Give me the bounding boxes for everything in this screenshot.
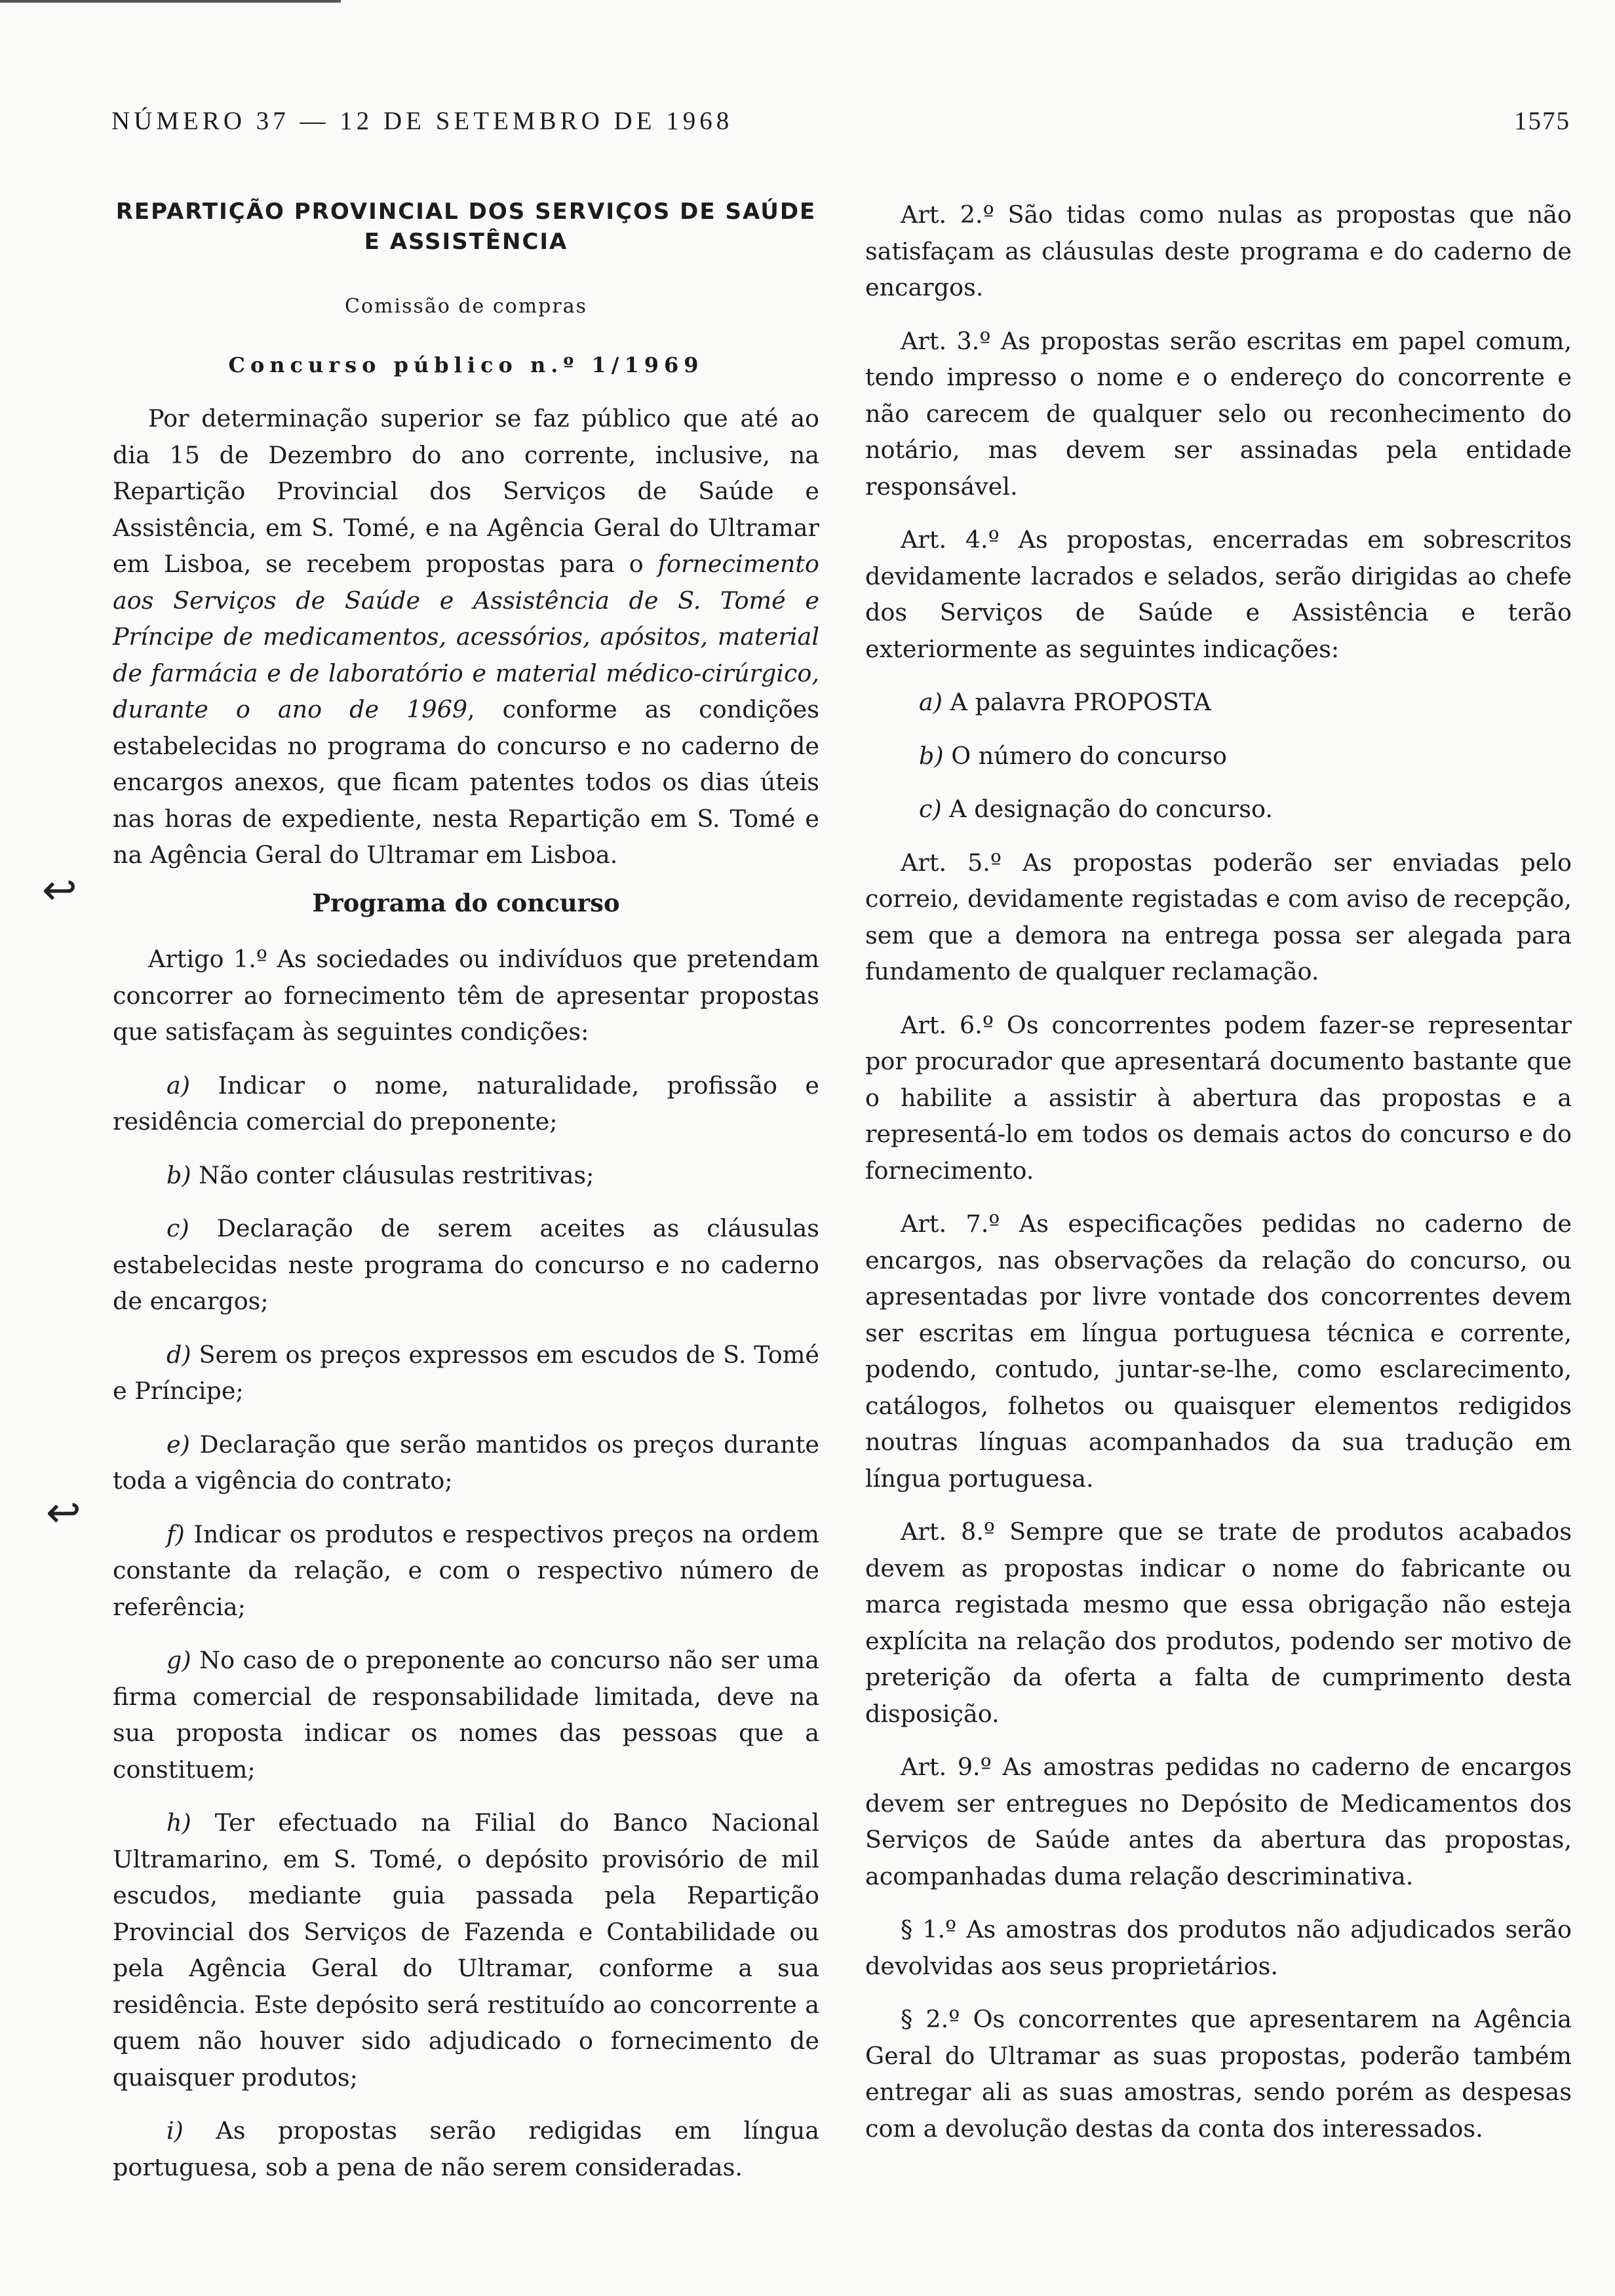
condition-item-3 [113,1337,819,1409]
item-label: d) [166,1340,191,1369]
indication-item-0 [865,684,1572,721]
article-1: Artigo 1.º As sociedades ou indivíduos que pretendam concorrer ao fornecimento têm de apresentar propostas que satisfaçam às seguintes condições: [113,945,819,1046]
article-4: Art. 4.º As propostas, encerradas em sobrescritos devidamente lacrados e selados, serão dirigidas ao chefe dos Serviços de Saúde e Assistência e terão exteriormente as seguintes indicações: [865,526,1572,663]
item-text: Indicar os produtos e respectivos preços na ordem constante da relação, e com o respectivo número de referência; [113,1520,819,1621]
article-6: Art. 6.º Os concorrentes podem fazer-se representar por procurador que apresentará documento bastante que o habilite a assistir à abertura das propostas e a representá-lo em todos os demais actos do concurso e do fornecimento. [865,1010,1572,1185]
item-text: No caso de o preponente ao concurso não ser uma firma comercial de responsabilidade limitada, deve na sua proposta indicar os nomes das pessoas que a constituem; [113,1646,819,1784]
item-label: b) [919,741,944,770]
condition-item-1 [113,1157,819,1194]
article-9: Art. 9.º As amostras pedidas no caderno de encargos devem ser entregues no Depósito de Medicamentos dos Serviços de Saúde antes da abertura das propostas, acompanhadas duma relação descriminativa. [865,1753,1572,1890]
item-label: i) [166,2116,184,2145]
page-number: 1575 [1514,107,1570,135]
item-text: Ter efectuado na Filial do Banco Nacional Ultramarino, em S. Tomé, o depósito provisório de mil escudos, mediante guia passada pela Repartição Provincial dos Serviços de Fazenda e Contabilidade ou pela Agência Geral do Ultramar, conforme a sua residência. Este depósito será restituído ao concorrente a quem não houver sido adjudicado o fornecimento de quaisquer produtos; [113,1808,819,2092]
left-column [113,197,819,2185]
article-2: Art. 2.º São tidas como nulas as propostas que não satisfaçam as cláusulas deste programa e do caderno de encargos. [865,201,1572,301]
indication-item-1 [865,738,1572,775]
item-text: A palavra PROPOSTA [950,688,1211,716]
condition-item-8 [113,2113,819,2185]
item-text: A designação do concurso. [949,795,1273,823]
paragraph-1: § 1.º As amostras dos produtos não adjudicados serão devolvidas aos seus proprietários. [865,1915,1572,1980]
item-label: f) [166,1520,185,1548]
intro-text-a: Por determinação superior se faz público que até ao dia 15 de Dezembro do ano corrente, inclusive, na Repartição Provincial dos Serviços de Saúde e Assistência, em S. Tomé, e na Agência Geral do Ultramar em Lisboa, se recebem propostas para o [113,404,819,578]
margin-handwritten-mark: ↩ [42,866,77,915]
section-heading: REPARTIÇÃO PROVINCIAL DOS SERVIÇOS DE SAÚDE E ASSISTÊNCIA [115,199,817,255]
intro-text-b: , conforme as condições estabelecidas no programa do concurso e no caderno de encargos anexos, que ficam patentes todos os dias úteis nas horas de expediente, nesta Repartição em S. Tomé e na Agência Geral do Ultramar em Lisboa. [113,695,820,869]
page-header [111,106,1570,145]
margin-handwritten-mark: ↩ [46,1489,81,1537]
condition-item-6 [113,1642,819,1788]
condition-item-2 [113,1210,819,1320]
condition-item-7 [113,1805,819,2095]
item-text: Indicar o nome, naturalidade, profissão e residência comercial do preponente; [113,1071,819,1136]
article-1-conditions [113,1067,819,2186]
commission-subheading: Comissão de compras [345,295,587,318]
condition-item-0 [113,1067,819,1140]
article-7: Art. 7.º As especificações pedidas no caderno de encargos, nas observações da relação do concurso, ou apresentadas por livre vontade dos concorrentes devem ser escritas em língua portuguesa técnica e corrente, podendo, contudo, juntar-se-lhe, como esclarecimento, catálogos, folhetos ou quaisquer elementos redigidos noutras línguas acompanhados da sua tradução em língua portuguesa. [865,1210,1572,1493]
intro-text-italic: fornecimento aos Serviços de Saúde e Assistência de S. Tomé e Príncipe de medicamentos, acessórios, apósitos, material de farmácia e de laboratório e material médico-cirúrgico, durante o ano de 1969 [113,550,819,723]
item-text: As propostas serão redigidas em língua portuguesa, sob a pena de não serem consideradas. [113,2116,819,2181]
item-label: a) [166,1071,191,1100]
item-text: Declaração de serem aceites as cláusulas estabelecidas neste programa do concurso e no caderno de encargos; [113,1214,820,1315]
item-text: Declaração que serão mantidos os preços durante toda a vigência do contrato; [113,1430,819,1495]
item-label: b) [166,1160,191,1189]
issue-line: NÚMERO 37 — 12 DE SETEMBRO DE 1968 [111,107,733,135]
intro-paragraph [113,400,819,873]
article-3: Art. 3.º As propostas serão escritas em papel comum, tendo impresso o nome e o endereço do concorrente e não carecem de qualquer selo ou reconhecimento do notário, mas devem ser assinadas pela entidade responsável. [865,326,1572,501]
article-5: Art. 5.º As propostas poderão ser enviadas pelo correio, devidamente registadas e com aviso de recepção, sem que a demora na entrega possa ser alegada para fundamento de qualquer reclamação. [865,848,1572,985]
article-8: Art. 8.º Sempre que se trate de produtos acabados devem as propostas indicar o nome do fabricante ou marca registada mesmo que essa obrigação não esteja explícita na relação dos produtos, podendo ser motivo de preterição da oferta a falta de cumprimento desta disposição. [865,1518,1572,1728]
condition-item-4 [113,1426,819,1499]
program-title: Programa do concurso [312,888,620,917]
condition-item-5 [113,1516,819,1626]
indication-item-2 [865,791,1572,828]
right-column [865,197,1572,2147]
item-label: h) [166,1808,191,1837]
item-label: c) [166,1214,189,1242]
paragraph-2: § 2.º Os concorrentes que apresentarem na Agência Geral do Ultramar as suas propostas, poderão também entregar ali as suas amostras, sendo porém as despesas com a devolução destas da conta dos interessados. [865,2005,1572,2143]
contest-title: Concurso público n.º 1/1969 [228,352,704,377]
item-label: a) [919,688,943,716]
article-4-indications [865,684,1572,828]
item-text: Serem os preços expressos em escudos de S. Tomé e Príncipe; [113,1340,819,1405]
item-label: g) [166,1646,191,1674]
item-label: c) [919,795,942,823]
item-label: e) [166,1430,190,1459]
item-text: Não conter cláusulas restritivas; [199,1160,594,1189]
item-text: O número do concurso [951,741,1227,770]
top-scan-rule [0,0,341,3]
